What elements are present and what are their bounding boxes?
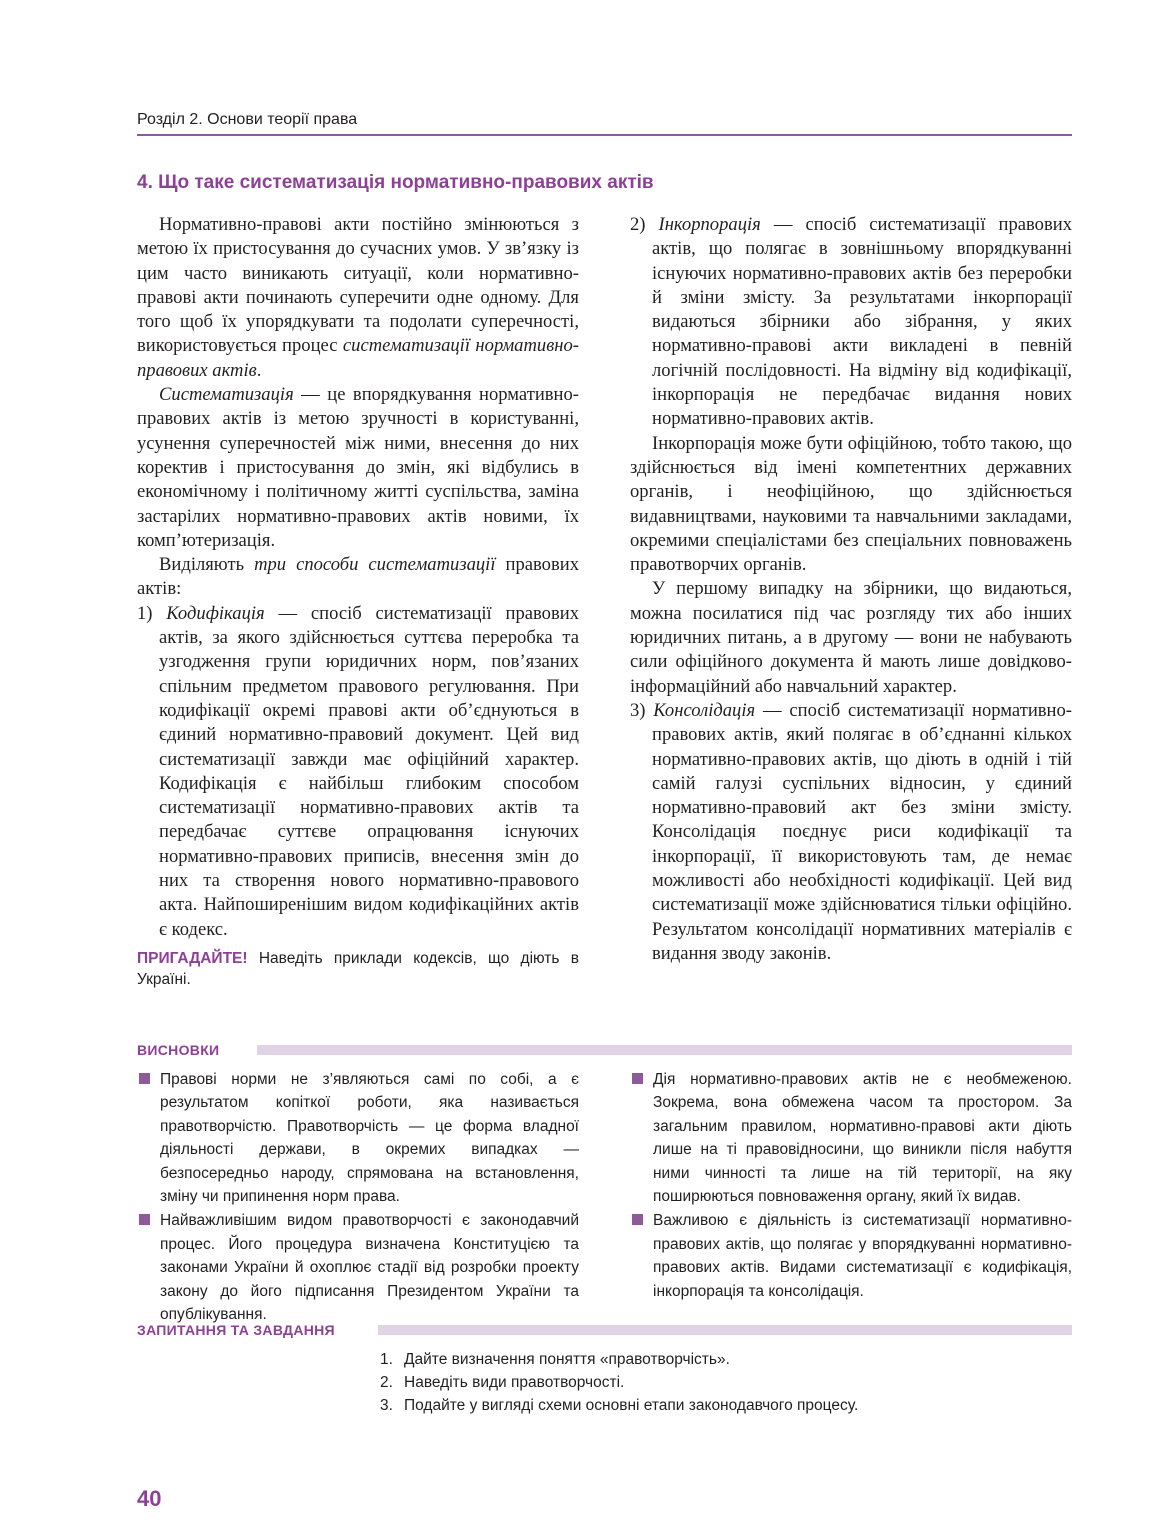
conclusions-band — [257, 1045, 1072, 1055]
question-item: 3. Подайте у вигляді схеми основні етапи законодавчого процесу. — [380, 1397, 859, 1414]
paragraph-incorporation-types: Інкорпорація може бути офіційною, тобто такою, що здійснюється від імені компетентних державних органів, і неофіційною, що здійснюється видавництвами, науковими та навчальними закладами, окремими спеціалістами без спеціальних повноважень правотворчих органів. — [630, 432, 1072, 576]
list-item-incorporation: 2) Інкорпорація — спосіб систематизації правових актів, що полягає в зовнішньому впорядкуванні існуючих нормативно-правових актів без переробки й зміни змісту. За результатами інкорпорації видаються збірники або зібрання, у яких нормативно-правові акти викладені в певній логічній послідовності. На відміну від кодифікації, інкорпорація не передбачає видання нових нормативно-правових актів. — [630, 214, 1072, 430]
conclusion-item: Важливою є діяльність із систематизації нормативно-правових актів, що полягає у впорядкуванні нормативно-правових актів. Видами систематизації є кодифікація, інкорпорація та консолідація. — [630, 1209, 1072, 1303]
bullet-square-icon — [139, 1073, 150, 1084]
bullet-square-icon — [632, 1214, 643, 1225]
bullet-square-icon — [632, 1073, 643, 1084]
section-title: 4. Що таке систематизація нормативно-правових актів — [137, 172, 654, 193]
conclusion-item: Дія нормативно-правових актів не є необмеженою. Зокрема, вона обмежена часом та простором. За загальним правилом, нормативно-правові акти діють лише на ті правовідносини, що виникли після набуття ними чинності та лише на тій території, на яку поширюються повноваження органу, який їх видав. — [630, 1068, 1072, 1208]
conclusions-right — [630, 1068, 1072, 1304]
paragraph-incorporation-cases: У першому випадку на збірники, що видаються, можна посилатися під час розгляду тих або інших юридичних питань, а в другому — вони не набувають сили офіційного документа й мають лише довідково-інформаційний або навчальний характер. — [630, 578, 1072, 697]
list-item-consolidation: 3) Консолідація — спосіб систематизації нормативно-правових актів, який полягає в об’єднанні кількох нормативно-правових актів, що діють в одній і тій самій галузі суспільних відносин, у єдиний нормативно-правовий акт без зміни змісту. Консолідація поєднує риси кодифікації та інкорпорації, її використовують там, де немає можливості або необхідності кодифікації. Цей вид систематизації може здійснюватися тільки офіційно. Результатом консолідації нормативних матеріалів є видання зводу законів. — [630, 699, 1072, 964]
questions-label: ЗАПИТАННЯ ТА ЗАВДАННЯ — [137, 1322, 335, 1338]
bullet-square-icon — [139, 1214, 150, 1225]
paragraph-intro: Нормативно-правові акти постійно змінюються з метою їх пристосування до сучасних умов. У зв’язку із цим часто виникають ситуації, коли нормативно-правові акти починають суперечити одне одному. Для того щоб їх упорядкувати та подолати суперечності, використовується процес систематизації нормативно-правових актів. — [137, 214, 579, 381]
questions-list — [380, 1348, 858, 1417]
conclusion-item: Найважливішим видом правотворчості є законодавчий процес. Його процедура визначена Конституцією та законами України й охоплює стадії від розробки проекту закону до його підписання Президентом України та опублікування. — [137, 1209, 579, 1326]
paragraph-definition: Систематизація — це впорядкування нормативно-правових актів із метою зручності в користуванні, усунення суперечностей між ними, внесення до них коректив і пристосування до змін, які відбулись в економічному і політичному житті суспільства, заміна застарілих нормативно-правових актів новими, їх комп’ютеризація. — [137, 384, 579, 551]
questions-band — [378, 1325, 1072, 1335]
page-number: 40 — [137, 1486, 162, 1511]
running-head: Розділ 2. Основи теорії права — [137, 111, 358, 128]
remember-box: ПРИГАДАЙТЕ! Наведіть приклади кодексів, що діють в Україні. — [137, 949, 579, 988]
question-item: 2. Наведіть види правотворчості. — [380, 1374, 625, 1391]
conclusions-label: ВИСНОВКИ — [137, 1042, 220, 1058]
header-rule — [137, 134, 1072, 136]
paragraph-methods: Виділяють три способи систематизації правових актів: — [137, 554, 579, 600]
conclusion-item: Правові норми не з’являються самі по собі, а є результатом копіткої роботи, яка називається правотворчістю. Правотворчість — це форма владної діяльності держави, в окремих випадках — безпосередньо народу, спрямована на встановлення, зміну чи припинення норм права. — [137, 1068, 579, 1208]
left-column — [137, 213, 579, 990]
remember-label: ПРИГАДАЙТЕ! — [137, 949, 248, 967]
question-item: 1. Дайте визначення поняття «правотворчість». — [380, 1351, 730, 1368]
right-column — [630, 213, 1072, 966]
list-item-codification: 1) Кодифікація — спосіб систематизації правових актів, за якого здійснюється суттєва переробка та узгодження групи юридичних норм, пов’язаних спільним предметом правового регулювання. При кодифікації окремі правові акти об’єднуються в єдиний нормативно-правовий документ. Цей вид систематизації завжди має офіційний характер. Кодифікація є найбільш глибоким способом систематизації нормативно-правових актів та передбачає суттєве опрацювання існуючих нормативно-правових приписів, внесення змін до них та створення нового нормативно-правового акта. Найпоширенішим видом кодифікаційних актів є кодекс. — [137, 602, 579, 940]
conclusions-left — [137, 1068, 579, 1327]
